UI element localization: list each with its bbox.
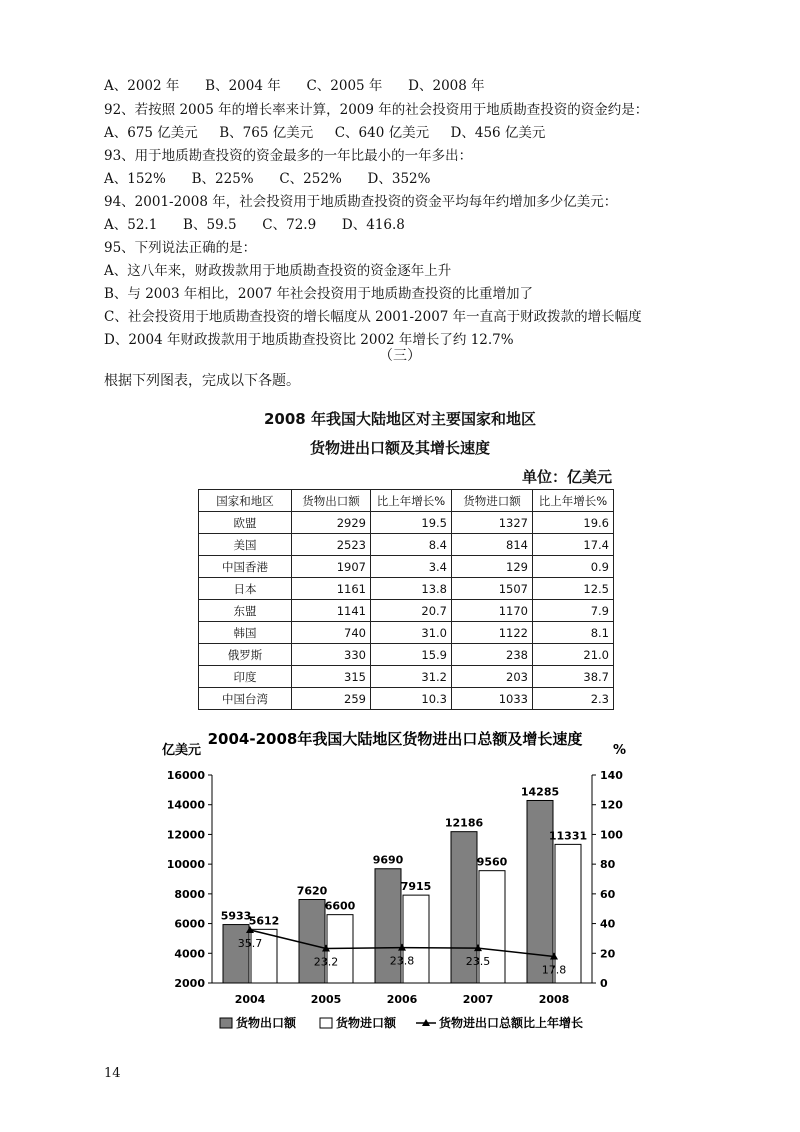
table-title-line1: 2008 年我国大陆地区对主要国家和地区 bbox=[264, 410, 536, 428]
value-cell: 740 bbox=[292, 622, 371, 644]
value-cell: 8.1 bbox=[533, 622, 614, 644]
value-cell: 315 bbox=[292, 666, 371, 688]
table-header-cell: 货物出口额 bbox=[292, 490, 371, 512]
value-cell: 1141 bbox=[292, 600, 371, 622]
growth-value-label: 23.5 bbox=[465, 955, 491, 969]
chart-title: 2004-2008年我国大陆地区货物进出口总额及增长速度 bbox=[207, 730, 583, 748]
question-line: C、社会投资用于地质勘查投资的增长幅度从 2001-2007 年一直高于财政拨款的增长幅度 bbox=[104, 309, 642, 325]
value-cell: 31.0 bbox=[371, 622, 452, 644]
value-cell: 330 bbox=[292, 644, 371, 666]
table-row bbox=[199, 578, 614, 600]
question-line: 92、若按照 2005 年的增长率来计算，2009 年的社会投资用于地质勘查投资的资金约是： bbox=[104, 102, 649, 118]
y2-tick-label: 140 bbox=[600, 769, 623, 782]
table-row bbox=[199, 666, 614, 688]
y2-tick-label: 60 bbox=[600, 887, 616, 901]
question-line: B、与 2003 年相比，2007 年社会投资用于地质勘查投资的比重增加了 bbox=[104, 286, 534, 302]
region-cell: 中国台湾 bbox=[199, 688, 292, 710]
value-cell: 259 bbox=[292, 688, 371, 710]
question-line: A、675 亿美元 B、765 亿美元 C、640 亿美元 D、456 亿美元 bbox=[104, 125, 546, 141]
question-line: 93、用于地质勘查投资的资金最多的一年比最小的一年多出： bbox=[104, 148, 473, 164]
region-cell: 韩国 bbox=[199, 622, 292, 644]
question-line: D、2004 年财政拨款用于地质勘查投资比 2002 年增长了约 12.7% bbox=[104, 332, 514, 348]
import-value-label: 5612 bbox=[248, 914, 280, 928]
value-cell: 1907 bbox=[292, 556, 371, 578]
x-tick-label: 2007 bbox=[462, 993, 494, 1006]
region-cell: 俄罗斯 bbox=[199, 644, 292, 666]
question-line: 95、下列说法正确的是： bbox=[104, 240, 257, 256]
value-cell: 129 bbox=[452, 556, 533, 578]
x-tick-label: 2008 bbox=[538, 993, 570, 1006]
export-value-label: 7620 bbox=[296, 884, 328, 898]
value-cell: 7.9 bbox=[533, 600, 614, 622]
table-row bbox=[199, 512, 614, 534]
value-cell: 1507 bbox=[452, 578, 533, 600]
question-line: A、52.1 B、59.5 C、72.9 D、416.8 bbox=[104, 217, 405, 233]
value-cell: 1170 bbox=[452, 600, 533, 622]
value-cell: 0.9 bbox=[533, 556, 614, 578]
region-cell: 日本 bbox=[199, 578, 292, 600]
x-tick-label: 2005 bbox=[310, 993, 342, 1006]
region-cell: 中国香港 bbox=[199, 556, 292, 578]
y2-axis-label: % bbox=[612, 743, 626, 758]
import-value-label: 9560 bbox=[476, 855, 508, 869]
region-cell: 印度 bbox=[199, 666, 292, 688]
y-tick-label: 6000 bbox=[174, 917, 205, 931]
export-value-label: 5933 bbox=[220, 909, 252, 923]
value-cell: 1161 bbox=[292, 578, 371, 600]
trade-chart bbox=[160, 727, 630, 1047]
value-cell: 2.3 bbox=[533, 688, 614, 710]
table-header-cell: 比上年增长% bbox=[371, 490, 452, 512]
legend-label-export: 货物出口额 bbox=[236, 1016, 297, 1030]
y-tick-label: 10000 bbox=[166, 858, 205, 872]
x-tick-label: 2004 bbox=[234, 993, 266, 1006]
y-tick-label: 16000 bbox=[166, 769, 205, 782]
table-header-row bbox=[199, 490, 614, 512]
value-cell: 31.2 bbox=[371, 666, 452, 688]
value-cell: 38.7 bbox=[533, 666, 614, 688]
legend-label-import: 货物进口额 bbox=[336, 1016, 397, 1030]
x-tick-label: 2006 bbox=[386, 993, 418, 1006]
value-cell: 21.0 bbox=[533, 644, 614, 666]
value-cell: 203 bbox=[452, 666, 533, 688]
table-unit: 单位：亿美元 bbox=[521, 468, 612, 486]
export-value-label: 14285 bbox=[520, 785, 560, 799]
y-axis-label: 亿美元 bbox=[162, 743, 202, 758]
table-header-cell: 货物进口额 bbox=[452, 490, 533, 512]
table-row bbox=[199, 556, 614, 578]
value-cell: 17.4 bbox=[533, 534, 614, 556]
import-value-label: 11331 bbox=[548, 829, 588, 843]
trade-table bbox=[198, 489, 614, 710]
import-value-label: 6600 bbox=[324, 899, 356, 913]
export-value-label: 12186 bbox=[444, 816, 484, 830]
table-row bbox=[199, 534, 614, 556]
table-row bbox=[199, 644, 614, 666]
y-tick-label: 8000 bbox=[174, 887, 205, 901]
table-header-cell: 比上年增长% bbox=[533, 490, 614, 512]
value-cell: 12.5 bbox=[533, 578, 614, 600]
section-mark: （三） bbox=[379, 348, 421, 364]
value-cell: 238 bbox=[452, 644, 533, 666]
growth-value-label: 23.2 bbox=[313, 955, 339, 969]
value-cell: 3.4 bbox=[371, 556, 452, 578]
export-bar bbox=[299, 900, 325, 983]
y-tick-label: 4000 bbox=[174, 947, 205, 961]
y2-tick-label: 120 bbox=[600, 798, 623, 812]
value-cell: 814 bbox=[452, 534, 533, 556]
export-bar bbox=[223, 925, 249, 983]
section-intro: 根据下列图表，完成以下各题。 bbox=[104, 373, 300, 389]
value-cell: 19.6 bbox=[533, 512, 614, 534]
y2-tick-label: 20 bbox=[600, 947, 616, 961]
y-tick-label: 2000 bbox=[174, 977, 205, 990]
value-cell: 1033 bbox=[452, 688, 533, 710]
value-cell: 1327 bbox=[452, 512, 533, 534]
question-line: A、这八年来，财政拨款用于地质勘查投资的资金逐年上升 bbox=[104, 263, 452, 279]
growth-line bbox=[250, 930, 554, 957]
y-tick-label: 12000 bbox=[166, 828, 205, 842]
value-cell: 20.7 bbox=[371, 600, 452, 622]
question-line: 94、2001-2008 年，社会投资用于地质勘查投资的资金平均每年约增加多少亿美元： bbox=[104, 194, 618, 210]
table-title-line2: 货物进出口额及其增长速度 bbox=[309, 439, 490, 457]
growth-value-label: 17.8 bbox=[541, 963, 567, 977]
y2-tick-label: 100 bbox=[600, 828, 623, 842]
value-cell: 1122 bbox=[452, 622, 533, 644]
y-tick-label: 14000 bbox=[166, 798, 205, 812]
import-bar bbox=[555, 844, 581, 983]
value-cell: 19.5 bbox=[371, 512, 452, 534]
value-cell: 8.4 bbox=[371, 534, 452, 556]
legend-swatch-import bbox=[320, 1018, 332, 1028]
legend-swatch-export bbox=[220, 1018, 232, 1028]
import-value-label: 7915 bbox=[400, 880, 432, 894]
page-number: 14 bbox=[104, 1066, 121, 1081]
question-line: A、152% B、225% C、252% D、352% bbox=[104, 171, 431, 187]
region-cell: 美国 bbox=[199, 534, 292, 556]
table-row bbox=[199, 688, 614, 710]
value-cell: 2929 bbox=[292, 512, 371, 534]
y2-tick-label: 80 bbox=[600, 858, 616, 872]
value-cell: 13.8 bbox=[371, 578, 452, 600]
table-row bbox=[199, 600, 614, 622]
y2-tick-label: 40 bbox=[600, 917, 616, 931]
table-header-cell: 国家和地区 bbox=[199, 490, 292, 512]
region-cell: 欧盟 bbox=[199, 512, 292, 534]
legend-label-growth: 货物进出口总额比上年增长 bbox=[439, 1016, 584, 1030]
import-bar bbox=[403, 895, 429, 983]
table-row bbox=[199, 622, 614, 644]
value-cell: 15.9 bbox=[371, 644, 452, 666]
growth-value-label: 23.8 bbox=[389, 954, 415, 968]
y2-tick-label: 0 bbox=[600, 977, 608, 990]
growth-value-label: 35.7 bbox=[237, 936, 263, 950]
question-line: A、2002 年 B、2004 年 C、2005 年 D、2008 年 bbox=[104, 78, 485, 94]
export-value-label: 9690 bbox=[372, 853, 404, 867]
value-cell: 10.3 bbox=[371, 688, 452, 710]
value-cell: 2523 bbox=[292, 534, 371, 556]
region-cell: 东盟 bbox=[199, 600, 292, 622]
